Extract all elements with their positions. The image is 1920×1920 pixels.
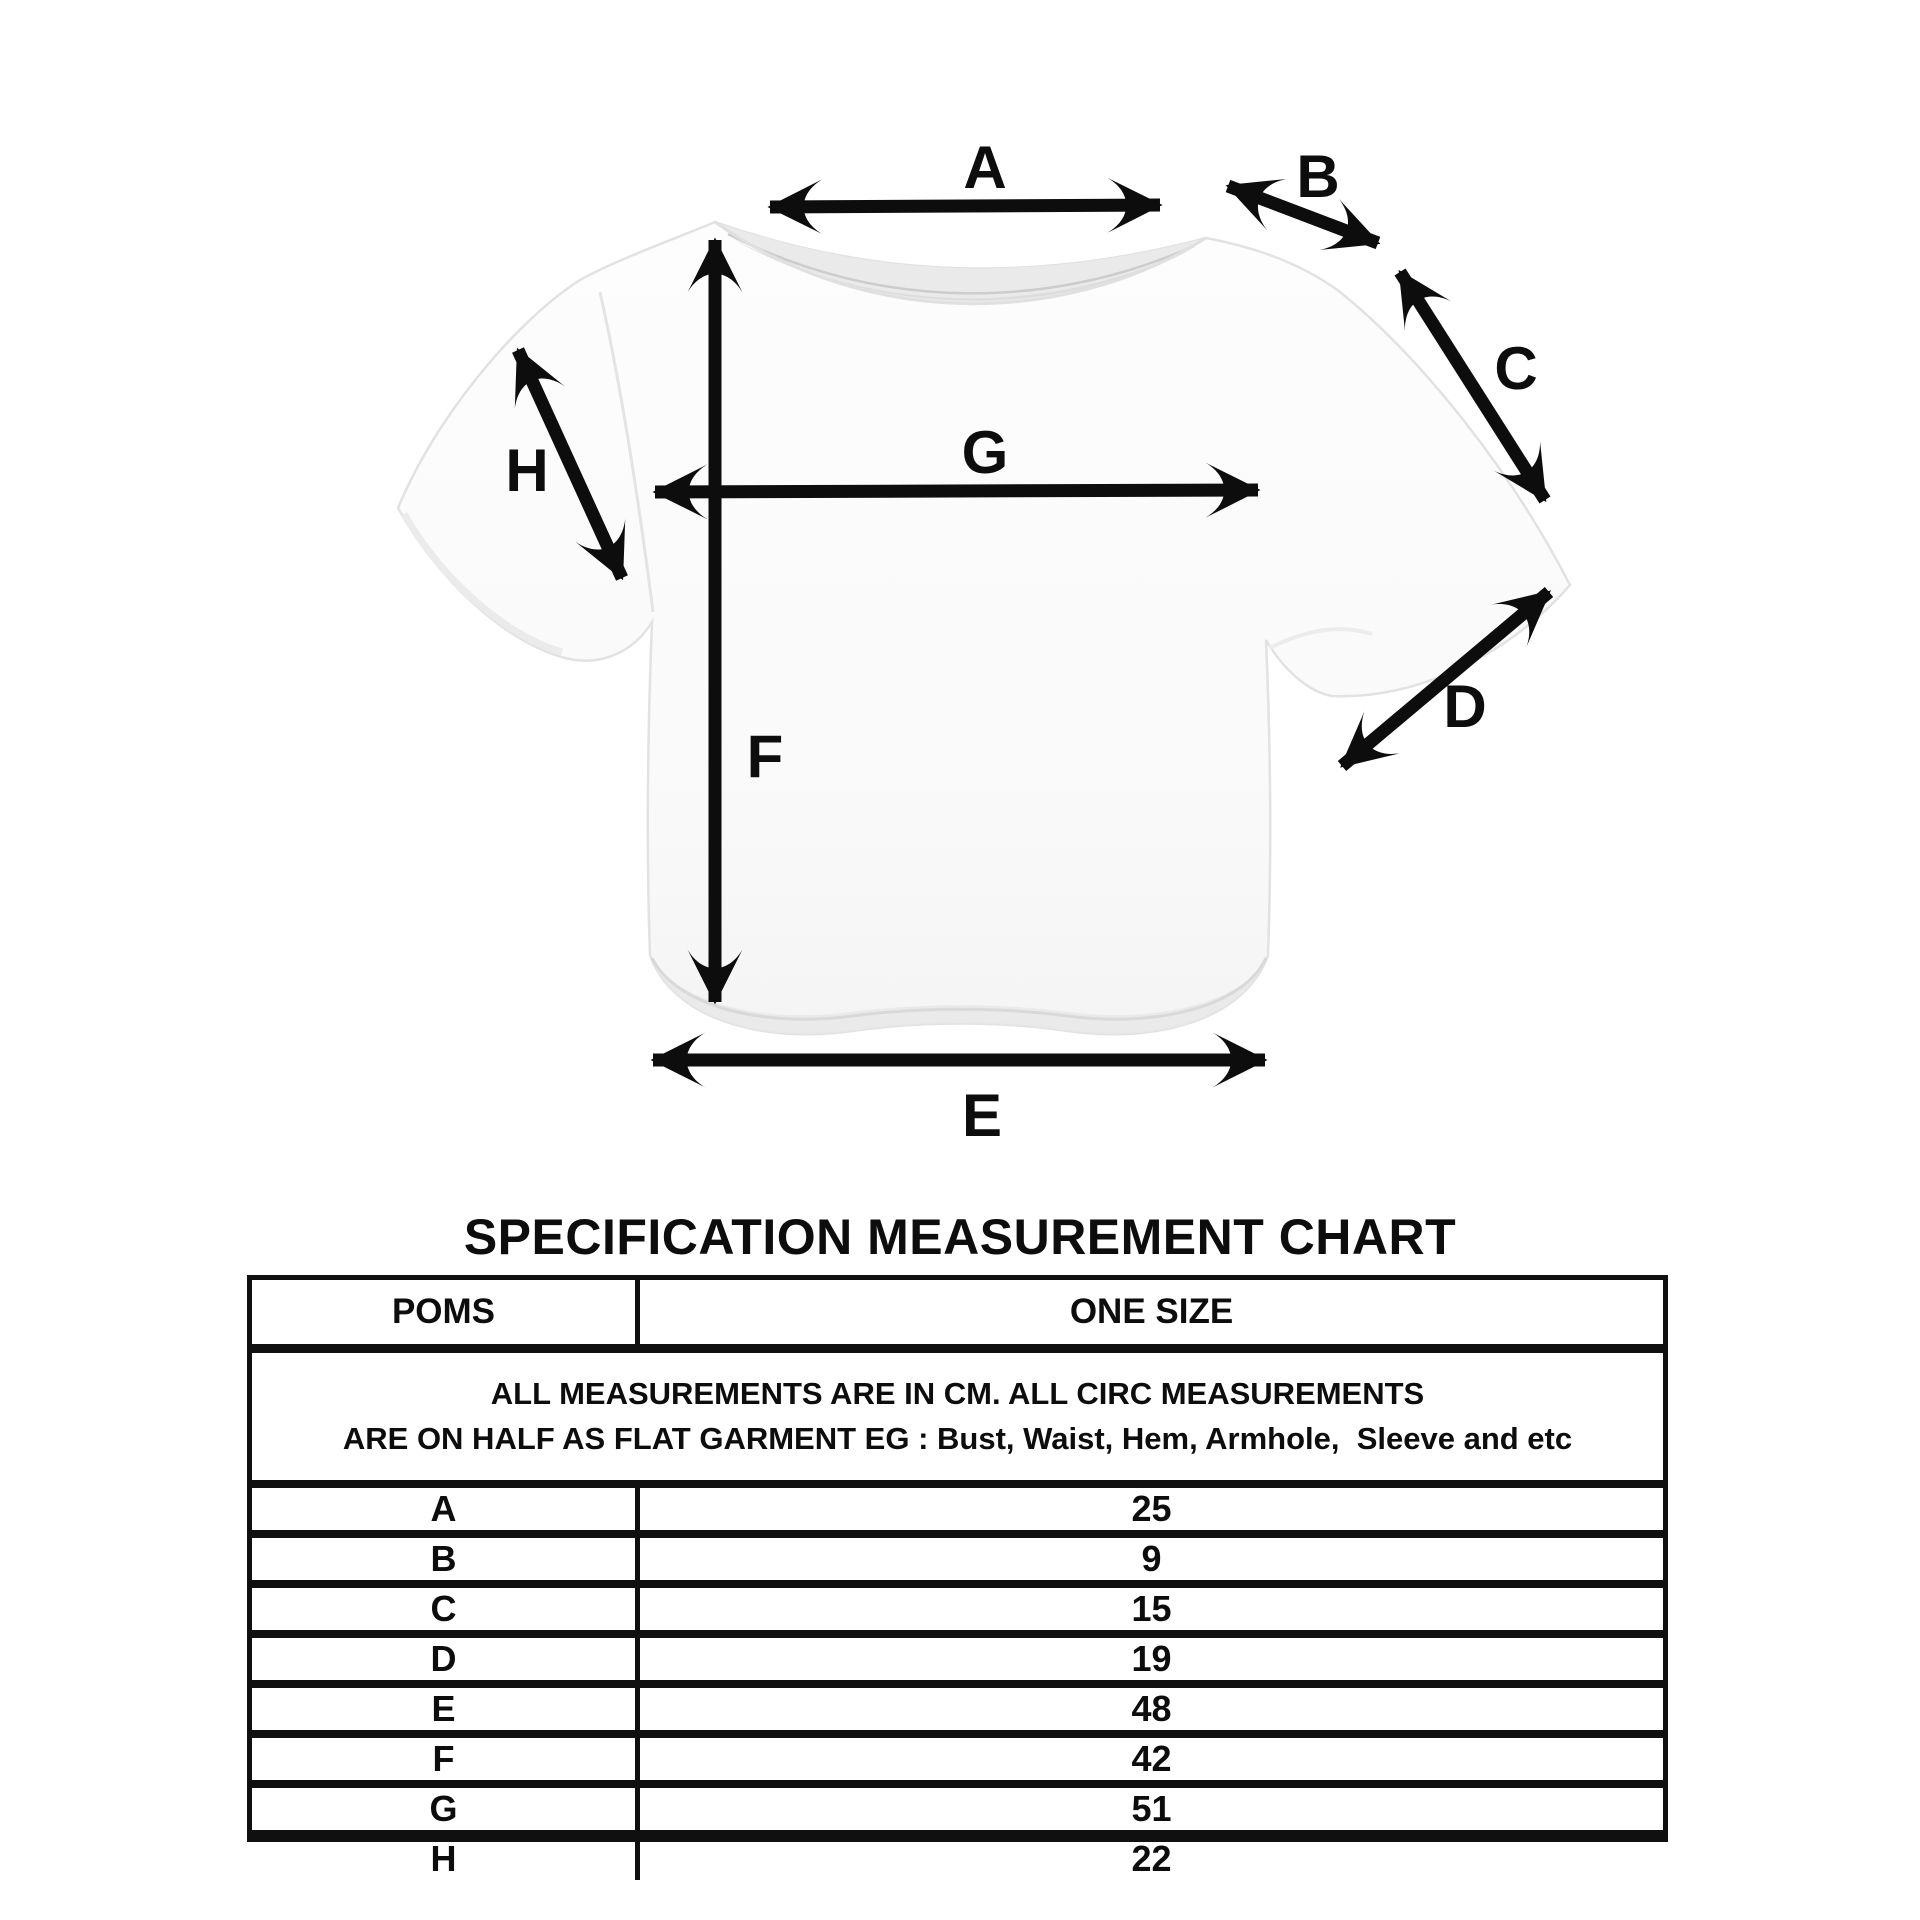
label-g: G [961,419,1009,486]
note-line-2: ARE ON HALF AS FLAT GARMENT EG : Bust, Waist, Hem, Armhole, Sleeve and etc [342,1420,1573,1456]
table-row [252,1730,1663,1780]
pom-cell: A [252,1488,640,1530]
note-line-1: ALL MEASUREMENTS ARE IN CM. ALL CIRC MEASUREMENTS [490,1375,1425,1411]
pom-cell: E [252,1688,640,1730]
table-row [252,1530,1663,1580]
value-cell: 51 [1131,1788,1172,1829]
pom-cell: C [252,1588,640,1630]
label-e: E [961,1082,1003,1149]
table-row [252,1780,1663,1830]
label-a: A [963,134,1007,201]
label-h: H [505,437,549,504]
label-b: B [1296,143,1340,210]
label-c: C [1494,335,1538,402]
value-cell: 15 [1131,1588,1172,1629]
page-title: SPECIFICATION MEASUREMENT CHART [463,1209,1457,1265]
value-cell: 19 [1131,1638,1172,1679]
tshirt-illustration [398,222,1570,1034]
table-row [252,1580,1663,1630]
table-row [252,1830,1663,1880]
table-row [252,1680,1663,1730]
header-cell-one-size: ONE SIZE [1069,1292,1234,1331]
specification-table [247,1275,1668,1879]
pom-cell: F [252,1738,640,1780]
pom-cell: H [252,1838,640,1880]
label-d: D [1443,673,1487,740]
measure-arrow-g [655,490,1258,492]
table-header-row [252,1280,1663,1344]
value-cell: 48 [1131,1688,1172,1729]
value-cell: 9 [1141,1538,1162,1579]
tshirt-body [398,222,1570,1034]
table-row [252,1480,1663,1530]
pom-cell: B [252,1538,640,1580]
value-cell: 22 [1131,1838,1172,1879]
table-row [252,1630,1663,1680]
value-cell: 42 [1131,1738,1172,1779]
pom-cell: D [252,1638,640,1680]
value-cell: 25 [1131,1488,1172,1529]
header-cell-poms: POMS [252,1280,640,1344]
label-f: F [746,723,784,790]
table-note-row [252,1344,1663,1480]
pom-cell: G [252,1788,640,1830]
measure-arrow-a [770,205,1160,207]
